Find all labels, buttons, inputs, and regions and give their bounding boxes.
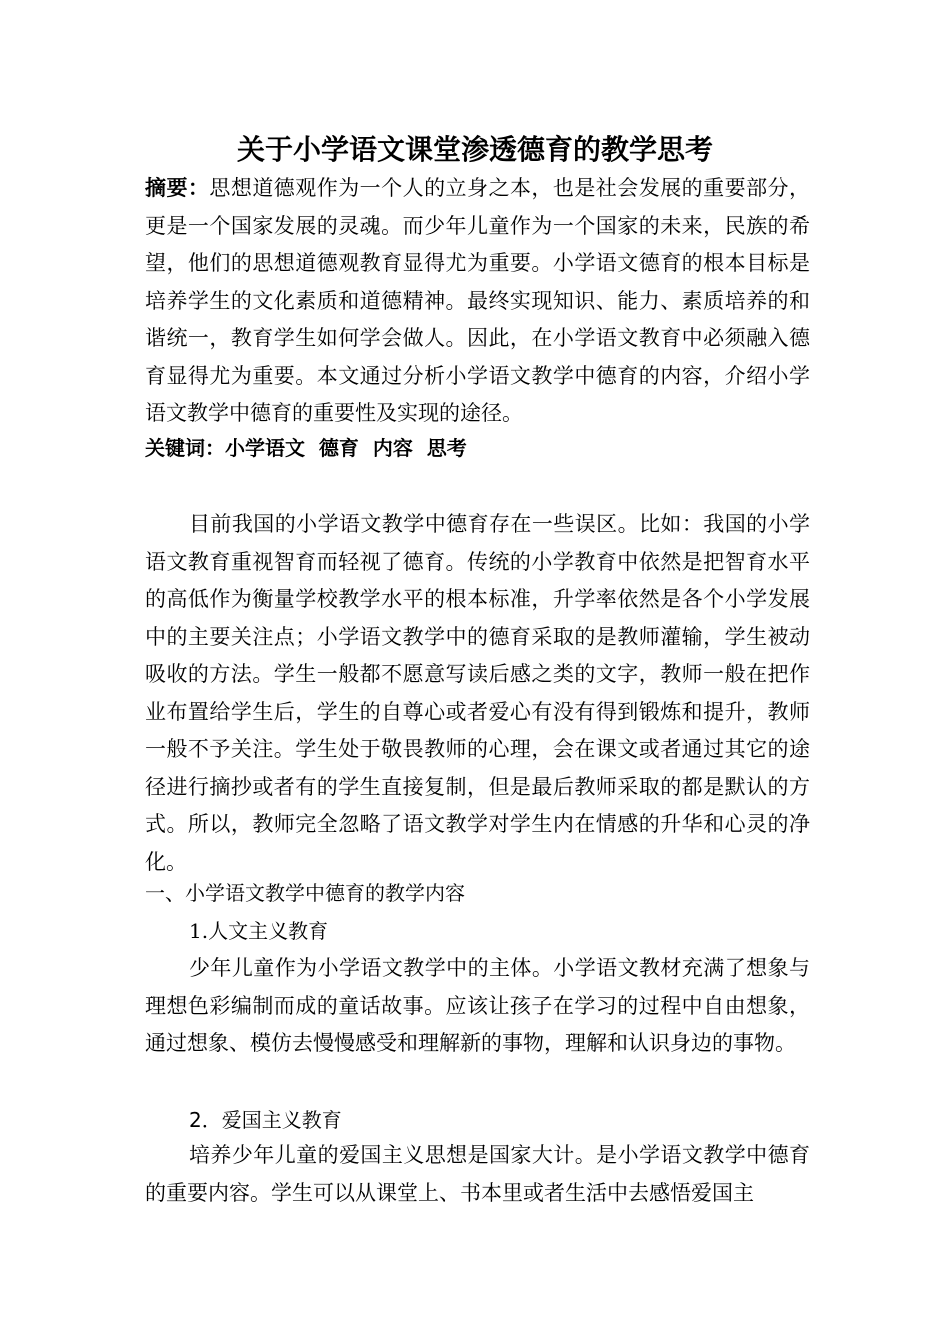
keywords-line: 关键词：小学语文 德育 内容 思考 bbox=[145, 436, 467, 460]
document-title: 关于小学语文课堂渗透德育的教学思考 bbox=[236, 133, 713, 166]
subsection-heading-humanism: 1.人文主义教育 bbox=[189, 919, 329, 943]
intro-paragraph: 目前我国的小学语文教学中德育存在一些误区。比如：我国的小学语文教育重视智育而轻视了德育。传统的小学教育中依然是把智育水平的高低作为衡量学校教学水平的根本标准，升学率依然是各个小学发展中的主要关注点；小学语文教学中的德育采取的是教师灌输，学生被动吸收的方法。学生一般都不愿意写读后感之类的文字，教师一般在把作业布置给学生后，学生的自尊心或者爱心有没有得到锻炼和提升，教师一般不予关注。学生处于敬畏教师的心理，会在课文或者通过其它的途径进行摘抄或者有的学生直接复制，但是最后教师采取的都是默认的方式。所以，教师完全忽略了语文教学对学生内在情感的升华和心灵的净化。 bbox=[145, 512, 810, 874]
humanism-paragraph: 少年儿童作为小学语文教学中的主体。小学语文教材充满了想象与理想色彩编制而成的童话故事。应该让孩子在学习的过程中自由想象，通过想象、模仿去慢慢感受和理解新的事物，理解和认识身边的事物。 bbox=[145, 956, 810, 1055]
patriotism-paragraph: 培养少年儿童的爱国主义思想是国家大计。是小学语文教学中德育的重要内容。学生可以从课堂上、书本里或者生活中去感悟爱国主 bbox=[145, 1143, 810, 1205]
section-heading: 一、小学语文教学中德育的教学内容 bbox=[145, 881, 465, 905]
subsection-heading-patriotism: 2．爱国主义教育 bbox=[189, 1108, 342, 1132]
abstract-text: 思想道德观作为一个人的立身之本，也是社会发展的重要部分，更是一个国家发展的灵魂。而少年儿童作为一个国家的未来，民族的希望，他们的思想道德观教育显得尤为重要。小学语文德育的根本目标是培养学生的文化素质和道德精神。最终实现知识、能力、素质培养的和谐统一，教育学生如何学会做人。因此，在小学语文教育中必须融入德育显得尤为重要。本文通过分析小学语文教学中德育的内容，介绍小学语文教学中德育的重要性及实现的途径。 bbox=[145, 176, 811, 425]
abstract-label: 摘要： bbox=[145, 176, 210, 200]
abstract-paragraph bbox=[145, 170, 810, 433]
